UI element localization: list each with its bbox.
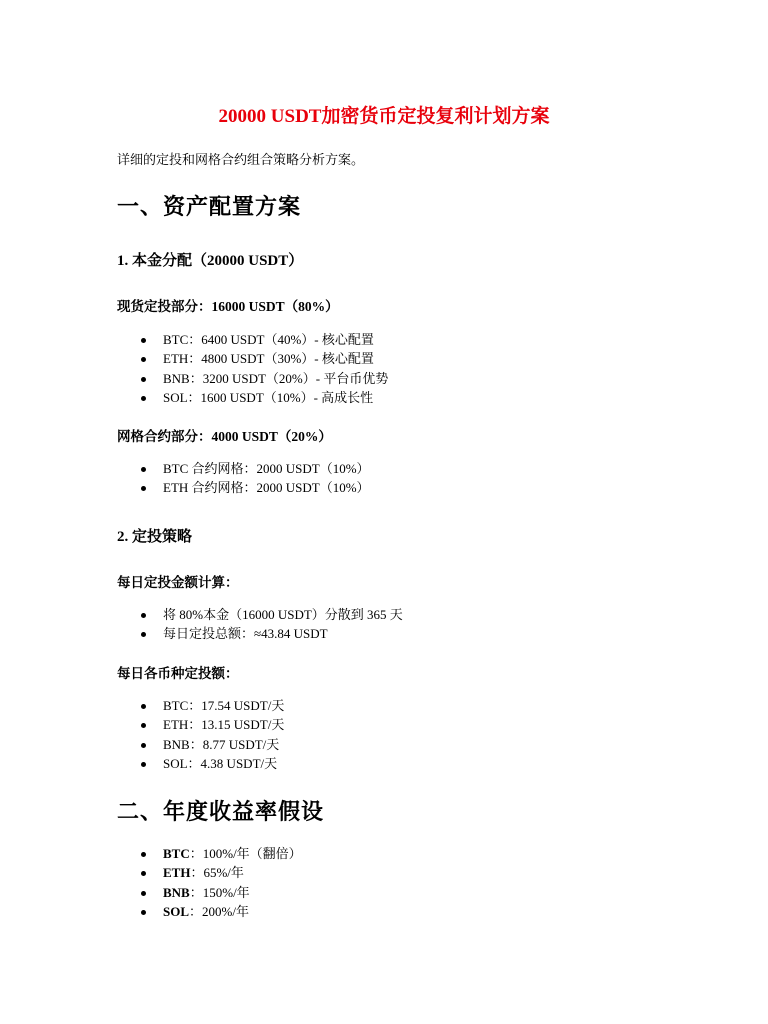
list-item: ETH：4800 USDT（30%）- 核心配置 xyxy=(117,349,388,368)
spot-allocation-list xyxy=(117,330,388,407)
grid-contract-heading: 网格合约部分：4000 USDT（20%） xyxy=(117,429,332,444)
return-rate: ：65%/年 xyxy=(190,865,244,881)
list-item: BTC：17.54 USDT/天 xyxy=(117,696,284,715)
list-item xyxy=(117,883,302,902)
grid-allocation-list xyxy=(117,459,370,498)
daily-amount-list xyxy=(117,605,403,644)
intro-paragraph: 详细的定投和网格合约组合策略分析方案。 xyxy=(117,152,365,167)
document-title: 20000 USDT加密货币定投复利计划方案 xyxy=(218,106,550,127)
subsection-heading-principal: 1. 本金分配（20000 USDT） xyxy=(117,253,304,269)
spot-dca-heading: 现货定投部分：16000 USDT（80%） xyxy=(117,299,339,314)
list-item: ETH 合约网格：2000 USDT（10%） xyxy=(117,478,370,497)
list-item xyxy=(117,863,302,882)
coin-name: BNB xyxy=(163,884,190,900)
section-heading-annual-returns: 二、年度收益率假设 xyxy=(117,799,325,824)
list-item: SOL：4.38 USDT/天 xyxy=(117,754,284,773)
daily-amount-heading: 每日定投金额计算： xyxy=(117,575,239,590)
list-item: 每日定投总额：≈43.84 USDT xyxy=(117,624,403,643)
coin-name: ETH xyxy=(163,865,191,881)
coin-name: SOL xyxy=(163,903,190,919)
daily-per-coin-heading: 每日各币种定投额： xyxy=(117,666,239,681)
list-item xyxy=(117,902,302,921)
subsection-heading-dca-strategy: 2. 定投策略 xyxy=(117,529,193,545)
list-item: BNB：3200 USDT（20%）- 平台币优势 xyxy=(117,369,388,388)
list-item: ETH：13.15 USDT/天 xyxy=(117,715,284,734)
daily-per-coin-list xyxy=(117,696,284,773)
annual-return-list xyxy=(117,844,302,921)
section-heading-asset-allocation: 一、资产配置方案 xyxy=(117,194,302,219)
return-rate: ：150%/年 xyxy=(189,884,250,900)
list-item xyxy=(117,844,302,863)
return-rate: ：200%/年 xyxy=(189,903,249,919)
list-item: 将 80%本金（16000 USDT）分散到 365 天 xyxy=(117,605,403,624)
coin-name: BTC xyxy=(163,846,190,861)
list-item: BTC 合约网格：2000 USDT（10%） xyxy=(117,459,370,478)
list-item: BTC：6400 USDT（40%）- 核心配置 xyxy=(117,330,388,349)
return-rate: ：100%/年（翻倍） xyxy=(189,846,302,861)
list-item: BNB：8.77 USDT/天 xyxy=(117,735,284,754)
list-item: SOL：1600 USDT（10%）- 高成长性 xyxy=(117,388,388,407)
